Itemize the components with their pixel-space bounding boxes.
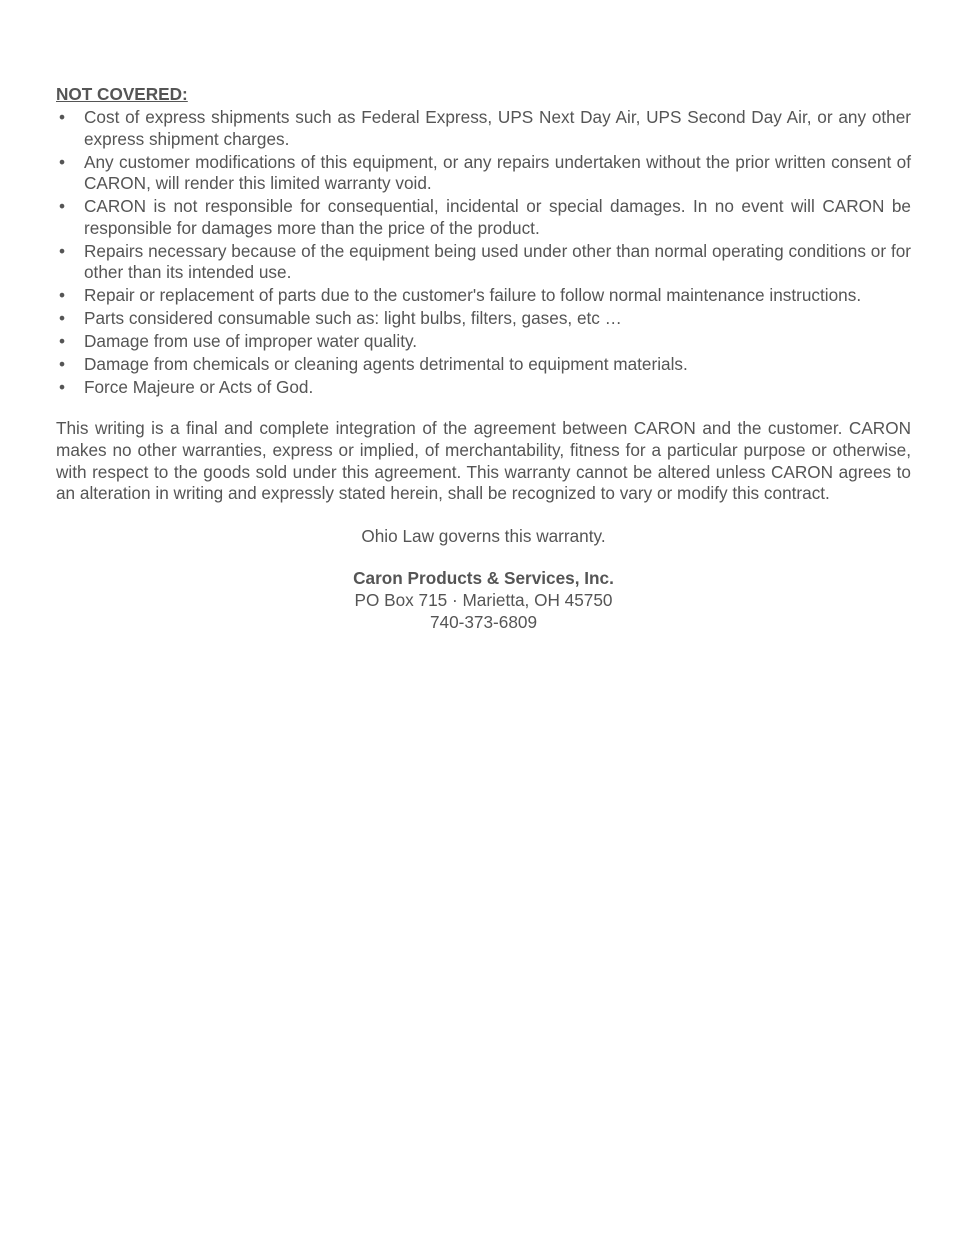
- governing-law-line: Ohio Law governs this warranty.: [361, 525, 606, 546]
- company-address: PO Box 715 · Marietta, OH 45750: [354, 589, 613, 610]
- list-item-text: Damage from use of improper water quality.: [84, 331, 418, 352]
- list-item: [56, 241, 911, 284]
- list-item: [56, 285, 911, 307]
- list-item: [56, 308, 911, 330]
- list-item-text: Damage from chemicals or cleaning agents detrimental to equipment materials.: [84, 353, 688, 374]
- bullet-icon: •: [58, 285, 66, 306]
- not-covered-heading: NOT COVERED:: [56, 84, 188, 104]
- not-covered-list: [56, 107, 911, 398]
- bullet-icon: •: [58, 376, 66, 397]
- list-item-text: Repair or replacement of parts due to the customer's failure to follow normal maintenance instructions.: [84, 285, 862, 306]
- list-item-text: Cost of express shipments such as Federal Express, UPS Next Day Air, UPS Second Day Air, or any other express shipment charges.: [84, 107, 911, 149]
- bullet-icon: •: [58, 196, 66, 217]
- list-item: [56, 354, 911, 376]
- bullet-icon: •: [58, 240, 66, 261]
- bullet-icon: •: [58, 308, 66, 329]
- bullet-icon: •: [58, 353, 66, 374]
- list-item-text: Repairs necessary because of the equipment being used under other than normal operating conditions or for other than its intended use.: [84, 240, 911, 283]
- list-item-text: Force Majeure or Acts of God.: [84, 376, 314, 397]
- integration-paragraph: This writing is a final and complete integration of the agreement between CARON and the customer. CARON makes no other warranties, express or implied, of merchantability, fitness for a particular purpose or otherwise, with respect to the goods sold under this agreement. This warranty cannot be altered unless CARON agrees to an alteration in writing and expressly stated herein, shall be recognized to vary or modify this contract.: [56, 418, 911, 504]
- footer-block: [56, 526, 911, 633]
- list-item-text: CARON is not responsible for consequential, incidental or special damages. In no event will CARON be responsible for damages more than the price of the product.: [84, 196, 911, 238]
- bullet-icon: •: [58, 107, 66, 128]
- list-item: [56, 377, 911, 399]
- company-phone: 740-373-6809: [429, 611, 538, 632]
- bullet-icon: •: [58, 151, 66, 172]
- bullet-icon: •: [58, 331, 66, 352]
- company-name: Caron Products & Services, Inc.: [353, 568, 614, 589]
- list-item: [56, 107, 911, 150]
- list-item: [56, 196, 911, 239]
- list-item: [56, 331, 911, 353]
- list-item-text: Parts considered consumable such as: light bulbs, filters, gases, etc …: [84, 308, 622, 329]
- list-item-text: Any customer modifications of this equipment, or any repairs undertaken without the prior written consent of CARON, will render this limited warranty void.: [84, 151, 911, 194]
- list-item: [56, 152, 911, 195]
- warranty-page: [56, 84, 911, 633]
